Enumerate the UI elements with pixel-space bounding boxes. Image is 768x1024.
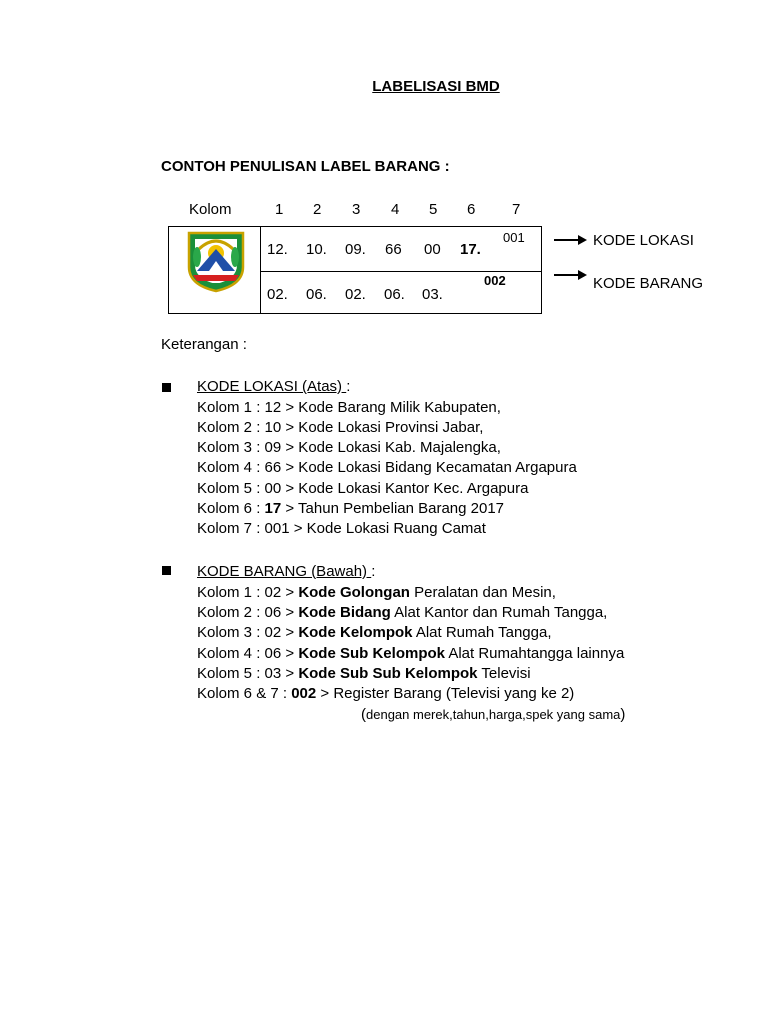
line-bold: Kode Golongan bbox=[298, 584, 410, 601]
logo-cell bbox=[169, 227, 261, 313]
row-divider bbox=[261, 271, 541, 272]
kolom-header-col: 6 bbox=[467, 201, 476, 218]
bottom-row-value: 06. bbox=[306, 286, 327, 303]
kolom-header-col: 5 bbox=[429, 201, 438, 218]
note-close-paren: ) bbox=[620, 706, 626, 723]
line-bold: Kode Sub Kelompok bbox=[298, 645, 445, 662]
bullet-square-icon bbox=[162, 566, 171, 575]
lokasi-line: Kolom 7 : 001 > Kode Lokasi Ruang Camat bbox=[197, 520, 486, 537]
lokasi-heading-colon: : bbox=[346, 378, 351, 395]
bullet-square-icon bbox=[162, 383, 171, 392]
lokasi-line: Kolom 4 : 66 > Kode Lokasi Bidang Kecamatan Argapura bbox=[197, 459, 577, 476]
kolom-header-col: 7 bbox=[512, 201, 521, 218]
arrow-label-kode-barang: KODE BARANG bbox=[593, 275, 704, 292]
barang-heading-colon: : bbox=[371, 563, 376, 580]
bottom-row-value: 03. bbox=[422, 286, 443, 303]
line-pre: Kolom 1 : 02 > bbox=[197, 584, 299, 601]
bottom-row-value: 02. bbox=[267, 286, 288, 303]
kolom-header-col: 3 bbox=[352, 201, 361, 218]
bottom-row-value: 06. bbox=[384, 286, 405, 303]
majalengka-regency-emblem-icon bbox=[185, 227, 247, 293]
lokasi-heading-text: KODE LOKASI (Atas) bbox=[197, 378, 347, 395]
line-bold: Kode Sub Sub Kelompok bbox=[298, 665, 478, 682]
lokasi-heading bbox=[197, 378, 350, 395]
line-pre: Kolom 3 : 02 > bbox=[197, 624, 299, 641]
kolom-header-col: 4 bbox=[391, 201, 400, 218]
line-pre: Kolom 4 : 06 > bbox=[197, 645, 299, 662]
top-row-value-year: 17. bbox=[460, 241, 481, 258]
keterangan-label: Keterangan : bbox=[161, 336, 247, 353]
top-row-value: 66 bbox=[385, 241, 402, 258]
barang-heading-text: KODE BARANG (Bawah) bbox=[197, 563, 372, 580]
top-row-value: 10. bbox=[306, 241, 327, 258]
barang-line bbox=[197, 604, 607, 621]
kolom-header-label: Kolom bbox=[189, 201, 232, 218]
line-post: > Register Barang (Televisi yang ke 2) bbox=[316, 685, 575, 702]
barang-note bbox=[361, 706, 625, 723]
lokasi-line: Kolom 1 : 12 > Kode Barang Milik Kabupaten, bbox=[197, 399, 501, 416]
barang-line bbox=[197, 584, 556, 601]
kolom-header-col: 1 bbox=[275, 201, 284, 218]
barang-line bbox=[197, 624, 551, 641]
arrow-right-icon bbox=[554, 268, 588, 282]
bottom-row-extra: 002 bbox=[484, 273, 506, 288]
lokasi-line: Kolom 3 : 09 > Kode Lokasi Kab. Majalengka, bbox=[197, 439, 501, 456]
barang-line bbox=[197, 685, 574, 702]
section-subtitle: CONTOH PENULISAN LABEL BARANG : bbox=[161, 158, 450, 175]
barang-line bbox=[197, 665, 531, 682]
line-pre: Kolom 6 : bbox=[197, 500, 265, 517]
kolom-header-col: 2 bbox=[313, 201, 322, 218]
line-post: > Tahun Pembelian Barang 2017 bbox=[281, 500, 505, 517]
line-bold: 17 bbox=[264, 500, 282, 517]
top-row-value: 00 bbox=[424, 241, 441, 258]
top-row-value: 09. bbox=[345, 241, 366, 258]
page-title: LABELISASI BMD bbox=[372, 78, 500, 95]
line-post: Televisi bbox=[477, 665, 531, 682]
note-open-paren: ( bbox=[361, 706, 366, 723]
line-post: Alat Rumah Tangga, bbox=[412, 624, 552, 641]
line-pre: Kolom 5 : 03 > bbox=[197, 665, 299, 682]
barang-line bbox=[197, 645, 624, 662]
arrow-right-icon bbox=[554, 233, 588, 247]
lokasi-line bbox=[197, 500, 504, 517]
arrow-label-kode-lokasi: KODE LOKASI bbox=[593, 232, 694, 249]
bottom-row-value: 02. bbox=[345, 286, 366, 303]
line-post: Alat Kantor dan Rumah Tangga, bbox=[390, 604, 608, 621]
line-pre: Kolom 6 & 7 : bbox=[197, 685, 292, 702]
line-bold: 002 bbox=[291, 685, 317, 702]
top-row-extra: 001 bbox=[503, 230, 525, 245]
barang-heading bbox=[197, 563, 375, 580]
line-bold: Kode Kelompok bbox=[298, 624, 413, 641]
line-post: Alat Rumahtangga lainnya bbox=[445, 645, 625, 662]
top-row-value: 12. bbox=[267, 241, 288, 258]
line-post: Peralatan dan Mesin, bbox=[409, 584, 556, 601]
note-text: dengan merek,tahun,harga,spek yang sama bbox=[366, 707, 621, 722]
lokasi-line: Kolom 2 : 10 > Kode Lokasi Provinsi Jabar, bbox=[197, 419, 484, 436]
line-bold: Kode Bidang bbox=[298, 604, 391, 621]
line-pre: Kolom 2 : 06 > bbox=[197, 604, 299, 621]
lokasi-line: Kolom 5 : 00 > Kode Lokasi Kantor Kec. Argapura bbox=[197, 480, 529, 497]
